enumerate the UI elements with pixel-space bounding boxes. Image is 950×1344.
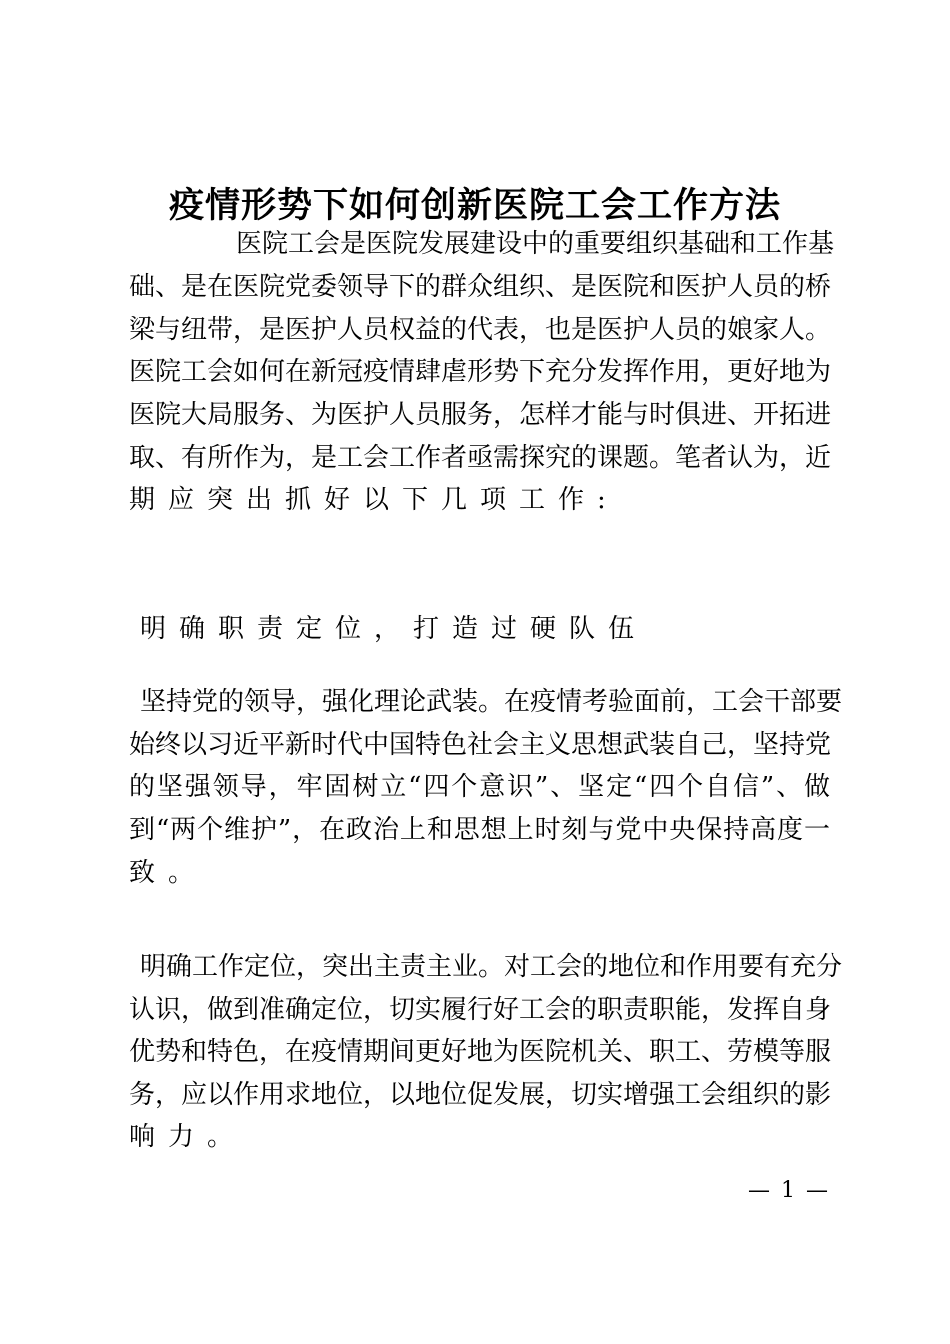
- paragraph-line: 医院工会如何在新冠疫情肆虐形势下充分发挥作用，更好地为: [129, 357, 832, 387]
- page-number: — 1 —: [748, 1178, 830, 1203]
- paragraph-line: 到“两个维护”，在政治上和思想上时刻与党中央保持高度一: [129, 815, 830, 845]
- paragraph-line: 坚持党的领导，强化理论武装。在疫情考验面前，工会干部要: [140, 687, 843, 717]
- paragraph-line: 梁与纽带，是医护人员权益的代表，也是医护人员的娘家人。: [129, 315, 832, 345]
- paragraph-line: 取、有所作为，是工会工作者亟需探究的课题。笔者认为，近: [129, 443, 832, 473]
- paragraph-line: 务，应以作用求地位，以地位促发展，切实增强工会组织的影: [129, 1080, 832, 1110]
- paragraph-line: 优势和特色，在疫情期间更好地为医院机关、职工、劳模等服: [129, 1037, 832, 1067]
- paragraph-line: 医院工会是医院发展建设中的重要组织基础和工作基: [236, 229, 835, 259]
- paragraph-line: 医院大局服务、为医护人员服务，怎样才能与时俱进、开拓进: [129, 400, 832, 430]
- paragraph-line: 的坚强领导，牢固树立“四个意识”、坚定“四个自信”、做: [129, 772, 830, 802]
- section-heading: 明确职责定位，打造过硬队伍: [140, 614, 648, 644]
- paragraph-line: 响力。: [129, 1122, 247, 1152]
- paragraph-line: 明确工作定位，突出主责主业。对工会的地位和作用要有充分: [140, 952, 843, 982]
- paragraph-line: 致。: [129, 858, 208, 888]
- paragraph-line: 期应突出抓好以下几项工作:: [129, 485, 619, 515]
- paragraph-line: 认识，做到准确定位，切实履行好工会的职责职能，发挥自身: [129, 995, 832, 1025]
- paragraph-line: 础、是在医院党委领导下的群众组织、是医院和医护人员的桥: [129, 272, 832, 302]
- paragraph-line: 始终以习近平新时代中国特色社会主义思想武装自己，坚持党: [129, 730, 832, 760]
- document-title: 疫情形势下如何创新医院工会工作方法: [168, 185, 781, 226]
